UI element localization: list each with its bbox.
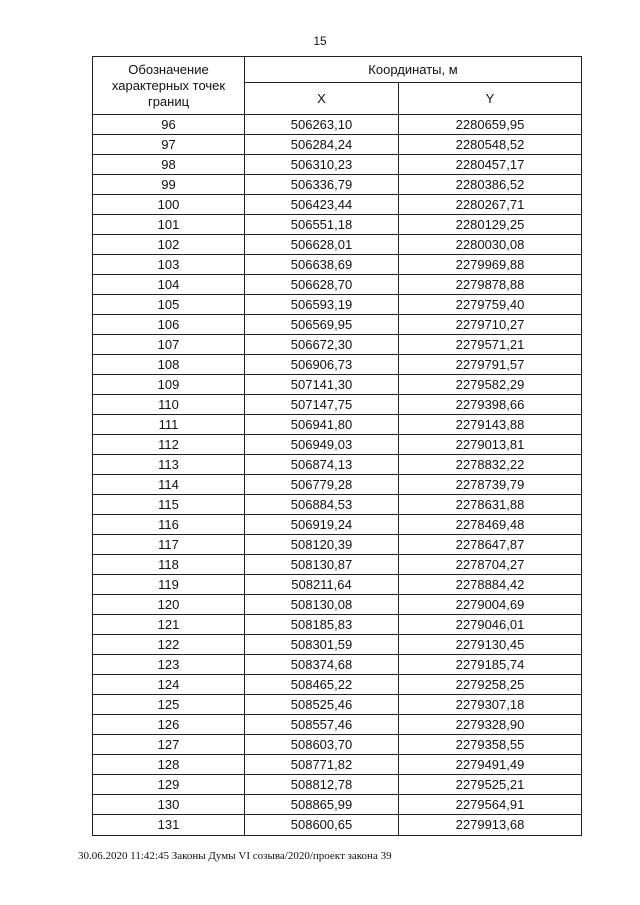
x-coordinate-cell: 506263,10 <box>245 115 399 134</box>
table-row <box>93 315 581 335</box>
point-number-cell: 108 <box>93 355 245 374</box>
y-coordinate-cell: 2278884,42 <box>455 577 525 592</box>
y-coordinate-cell: 2279143,88 <box>455 417 525 432</box>
point-number-cell: 100 <box>93 195 245 214</box>
y-coordinate-cell: 2280267,71 <box>455 197 525 212</box>
y-coordinate-cell: 2279878,88 <box>455 277 525 292</box>
y-coordinate-cell: 2279398,66 <box>455 397 525 412</box>
table-body <box>93 115 581 835</box>
table-row <box>93 355 581 375</box>
table-row <box>93 235 581 255</box>
table-row <box>93 755 581 775</box>
coordinates-table <box>92 56 582 836</box>
table-row <box>93 175 581 195</box>
y-coordinate-cell: 2279013,81 <box>455 437 525 452</box>
point-number-cell: 99 <box>93 175 245 194</box>
point-number-cell: 124 <box>93 675 245 694</box>
x-coordinate-cell: 508374,68 <box>245 655 399 674</box>
table-row <box>93 615 581 635</box>
y-coordinate-cell: 2279328,90 <box>455 717 525 732</box>
y-coordinate-cell: 2278631,88 <box>455 497 525 512</box>
table-row <box>93 795 581 815</box>
point-number-cell: 113 <box>93 455 245 474</box>
point-number-cell: 130 <box>93 795 245 814</box>
x-coordinate-cell: 506310,23 <box>245 155 399 174</box>
point-number-cell: 122 <box>93 635 245 654</box>
y-coordinate-cell: 2280386,52 <box>455 177 525 192</box>
x-coordinate-cell: 508130,87 <box>245 555 399 574</box>
x-coordinate-cell: 506949,03 <box>245 435 399 454</box>
header-y: Y <box>485 91 495 106</box>
point-number-cell: 118 <box>93 555 245 574</box>
x-coordinate-cell: 506919,24 <box>245 515 399 534</box>
x-coordinate-cell: 507141,30 <box>245 375 399 394</box>
x-coordinate-cell: 508525,46 <box>245 695 399 714</box>
table-header <box>93 57 581 115</box>
page-number: 15 <box>313 34 327 48</box>
table-row <box>93 815 581 835</box>
x-coordinate-cell: 506638,69 <box>245 255 399 274</box>
y-coordinate-cell: 2279969,88 <box>455 257 525 272</box>
y-coordinate-cell: 2279004,69 <box>455 597 525 612</box>
x-coordinate-cell: 508600,65 <box>245 815 399 835</box>
y-coordinate-cell: 2279358,55 <box>455 737 525 752</box>
table-row <box>93 775 581 795</box>
point-number-cell: 126 <box>93 715 245 734</box>
table-row <box>93 275 581 295</box>
y-coordinate-cell: 2280129,25 <box>455 217 525 232</box>
x-coordinate-cell: 506628,01 <box>245 235 399 254</box>
table-row <box>93 375 581 395</box>
y-coordinate-cell: 2279582,29 <box>455 377 525 392</box>
y-coordinate-cell: 2279571,21 <box>455 337 525 352</box>
y-coordinate-cell: 2279258,25 <box>455 677 525 692</box>
point-number-cell: 127 <box>93 735 245 754</box>
point-number-cell: 101 <box>93 215 245 234</box>
y-coordinate-cell: 2278469,48 <box>455 517 525 532</box>
x-coordinate-cell: 508557,46 <box>245 715 399 734</box>
y-coordinate-cell: 2279525,21 <box>455 777 525 792</box>
x-coordinate-cell: 508603,70 <box>245 735 399 754</box>
table-row <box>93 215 581 235</box>
table-row <box>93 155 581 175</box>
x-coordinate-cell: 508301,59 <box>245 635 399 654</box>
x-coordinate-cell: 506779,28 <box>245 475 399 494</box>
y-coordinate-cell: 2279791,57 <box>455 357 525 372</box>
header-coordinates-group <box>245 57 581 114</box>
point-number-cell: 114 <box>93 475 245 494</box>
x-coordinate-cell: 506906,73 <box>245 355 399 374</box>
table-row <box>93 475 581 495</box>
point-number-cell: 106 <box>93 315 245 334</box>
table-row <box>93 335 581 355</box>
x-coordinate-cell: 506593,19 <box>245 295 399 314</box>
point-number-cell: 109 <box>93 375 245 394</box>
table-row <box>93 415 581 435</box>
table-row <box>93 735 581 755</box>
y-coordinate-cell: 2279710,27 <box>455 317 525 332</box>
point-number-cell: 128 <box>93 755 245 774</box>
x-coordinate-cell: 506284,24 <box>245 135 399 154</box>
table-row <box>93 395 581 415</box>
table-row <box>93 195 581 215</box>
x-coordinate-cell: 506941,80 <box>245 415 399 434</box>
point-number-cell: 116 <box>93 515 245 534</box>
x-coordinate-cell: 506628,70 <box>245 275 399 294</box>
table-row <box>93 435 581 455</box>
table-row <box>93 695 581 715</box>
y-coordinate-cell: 2278647,87 <box>455 537 525 552</box>
table-row <box>93 295 581 315</box>
y-coordinate-cell: 2278832,22 <box>455 457 525 472</box>
x-coordinate-cell: 508185,83 <box>245 615 399 634</box>
point-number-cell: 125 <box>93 695 245 714</box>
table-row <box>93 595 581 615</box>
y-coordinate-cell: 2280548,52 <box>455 137 525 152</box>
table-row <box>93 635 581 655</box>
x-coordinate-cell: 508120,39 <box>245 535 399 554</box>
table-row <box>93 455 581 475</box>
point-number-cell: 123 <box>93 655 245 674</box>
point-number-cell: 120 <box>93 595 245 614</box>
x-coordinate-cell: 508771,82 <box>245 755 399 774</box>
footer-stamp: 30.06.2020 11:42:45 Законы Думы VI созыва/2020/проект закона 39 <box>78 850 392 862</box>
table-row <box>93 135 581 155</box>
point-number-cell: 96 <box>93 115 245 134</box>
y-coordinate-cell: 2279185,74 <box>455 657 525 672</box>
x-coordinate-cell: 508865,99 <box>245 795 399 814</box>
x-coordinate-cell: 506874,13 <box>245 455 399 474</box>
y-coordinate-cell: 2279564,91 <box>455 797 525 812</box>
table-row <box>93 115 581 135</box>
point-number-cell: 102 <box>93 235 245 254</box>
point-number-cell: 117 <box>93 535 245 554</box>
point-number-cell: 121 <box>93 615 245 634</box>
table-row <box>93 715 581 735</box>
y-coordinate-cell: 2279491,49 <box>455 757 525 772</box>
y-coordinate-cell: 2280659,95 <box>455 117 525 132</box>
point-number-cell: 115 <box>93 495 245 514</box>
x-coordinate-cell: 506423,44 <box>245 195 399 214</box>
x-coordinate-cell: 506672,30 <box>245 335 399 354</box>
table-row <box>93 535 581 555</box>
x-coordinate-cell: 508211,64 <box>245 575 399 594</box>
header-x: X <box>245 83 399 114</box>
y-coordinate-cell: 2278739,79 <box>455 477 525 492</box>
y-coordinate-cell: 2279046,01 <box>455 617 525 632</box>
point-number-cell: 98 <box>93 155 245 174</box>
point-number-cell: 103 <box>93 255 245 274</box>
x-coordinate-cell: 508465,22 <box>245 675 399 694</box>
x-coordinate-cell: 508130,08 <box>245 595 399 614</box>
table-row <box>93 495 581 515</box>
point-number-cell: 112 <box>93 435 245 454</box>
x-coordinate-cell: 508812,78 <box>245 775 399 794</box>
y-coordinate-cell: 2279130,45 <box>455 637 525 652</box>
point-number-cell: 104 <box>93 275 245 294</box>
table-row <box>93 655 581 675</box>
header-coordinates: Координаты, м <box>245 57 581 83</box>
y-coordinate-cell: 2279759,40 <box>455 297 525 312</box>
point-number-cell: 119 <box>93 575 245 594</box>
table-row <box>93 555 581 575</box>
point-number-cell: 107 <box>93 335 245 354</box>
y-coordinate-cell: 2278704,27 <box>455 557 525 572</box>
point-number-cell: 97 <box>93 135 245 154</box>
x-coordinate-cell: 506884,53 <box>245 495 399 514</box>
table-row <box>93 255 581 275</box>
point-number-cell: 111 <box>93 415 245 434</box>
x-coordinate-cell: 506336,79 <box>245 175 399 194</box>
header-xy <box>245 83 581 114</box>
point-number-cell: 105 <box>93 295 245 314</box>
x-coordinate-cell: 506551,18 <box>245 215 399 234</box>
y-coordinate-cell: 2280457,17 <box>455 157 525 172</box>
y-coordinate-cell: 2280030,08 <box>455 237 525 252</box>
x-coordinate-cell: 506569,95 <box>245 315 399 334</box>
y-coordinate-cell: 2279913,68 <box>455 817 525 832</box>
table-row <box>93 515 581 535</box>
x-coordinate-cell: 507147,75 <box>245 395 399 414</box>
table-row <box>93 575 581 595</box>
table-row <box>93 675 581 695</box>
y-coordinate-cell: 2279307,18 <box>455 697 525 712</box>
point-number-cell: 131 <box>93 815 245 835</box>
point-number-cell: 110 <box>93 395 245 414</box>
header-point-designation: Обозначение характерных точек границ <box>93 57 245 114</box>
point-number-cell: 129 <box>93 775 245 794</box>
